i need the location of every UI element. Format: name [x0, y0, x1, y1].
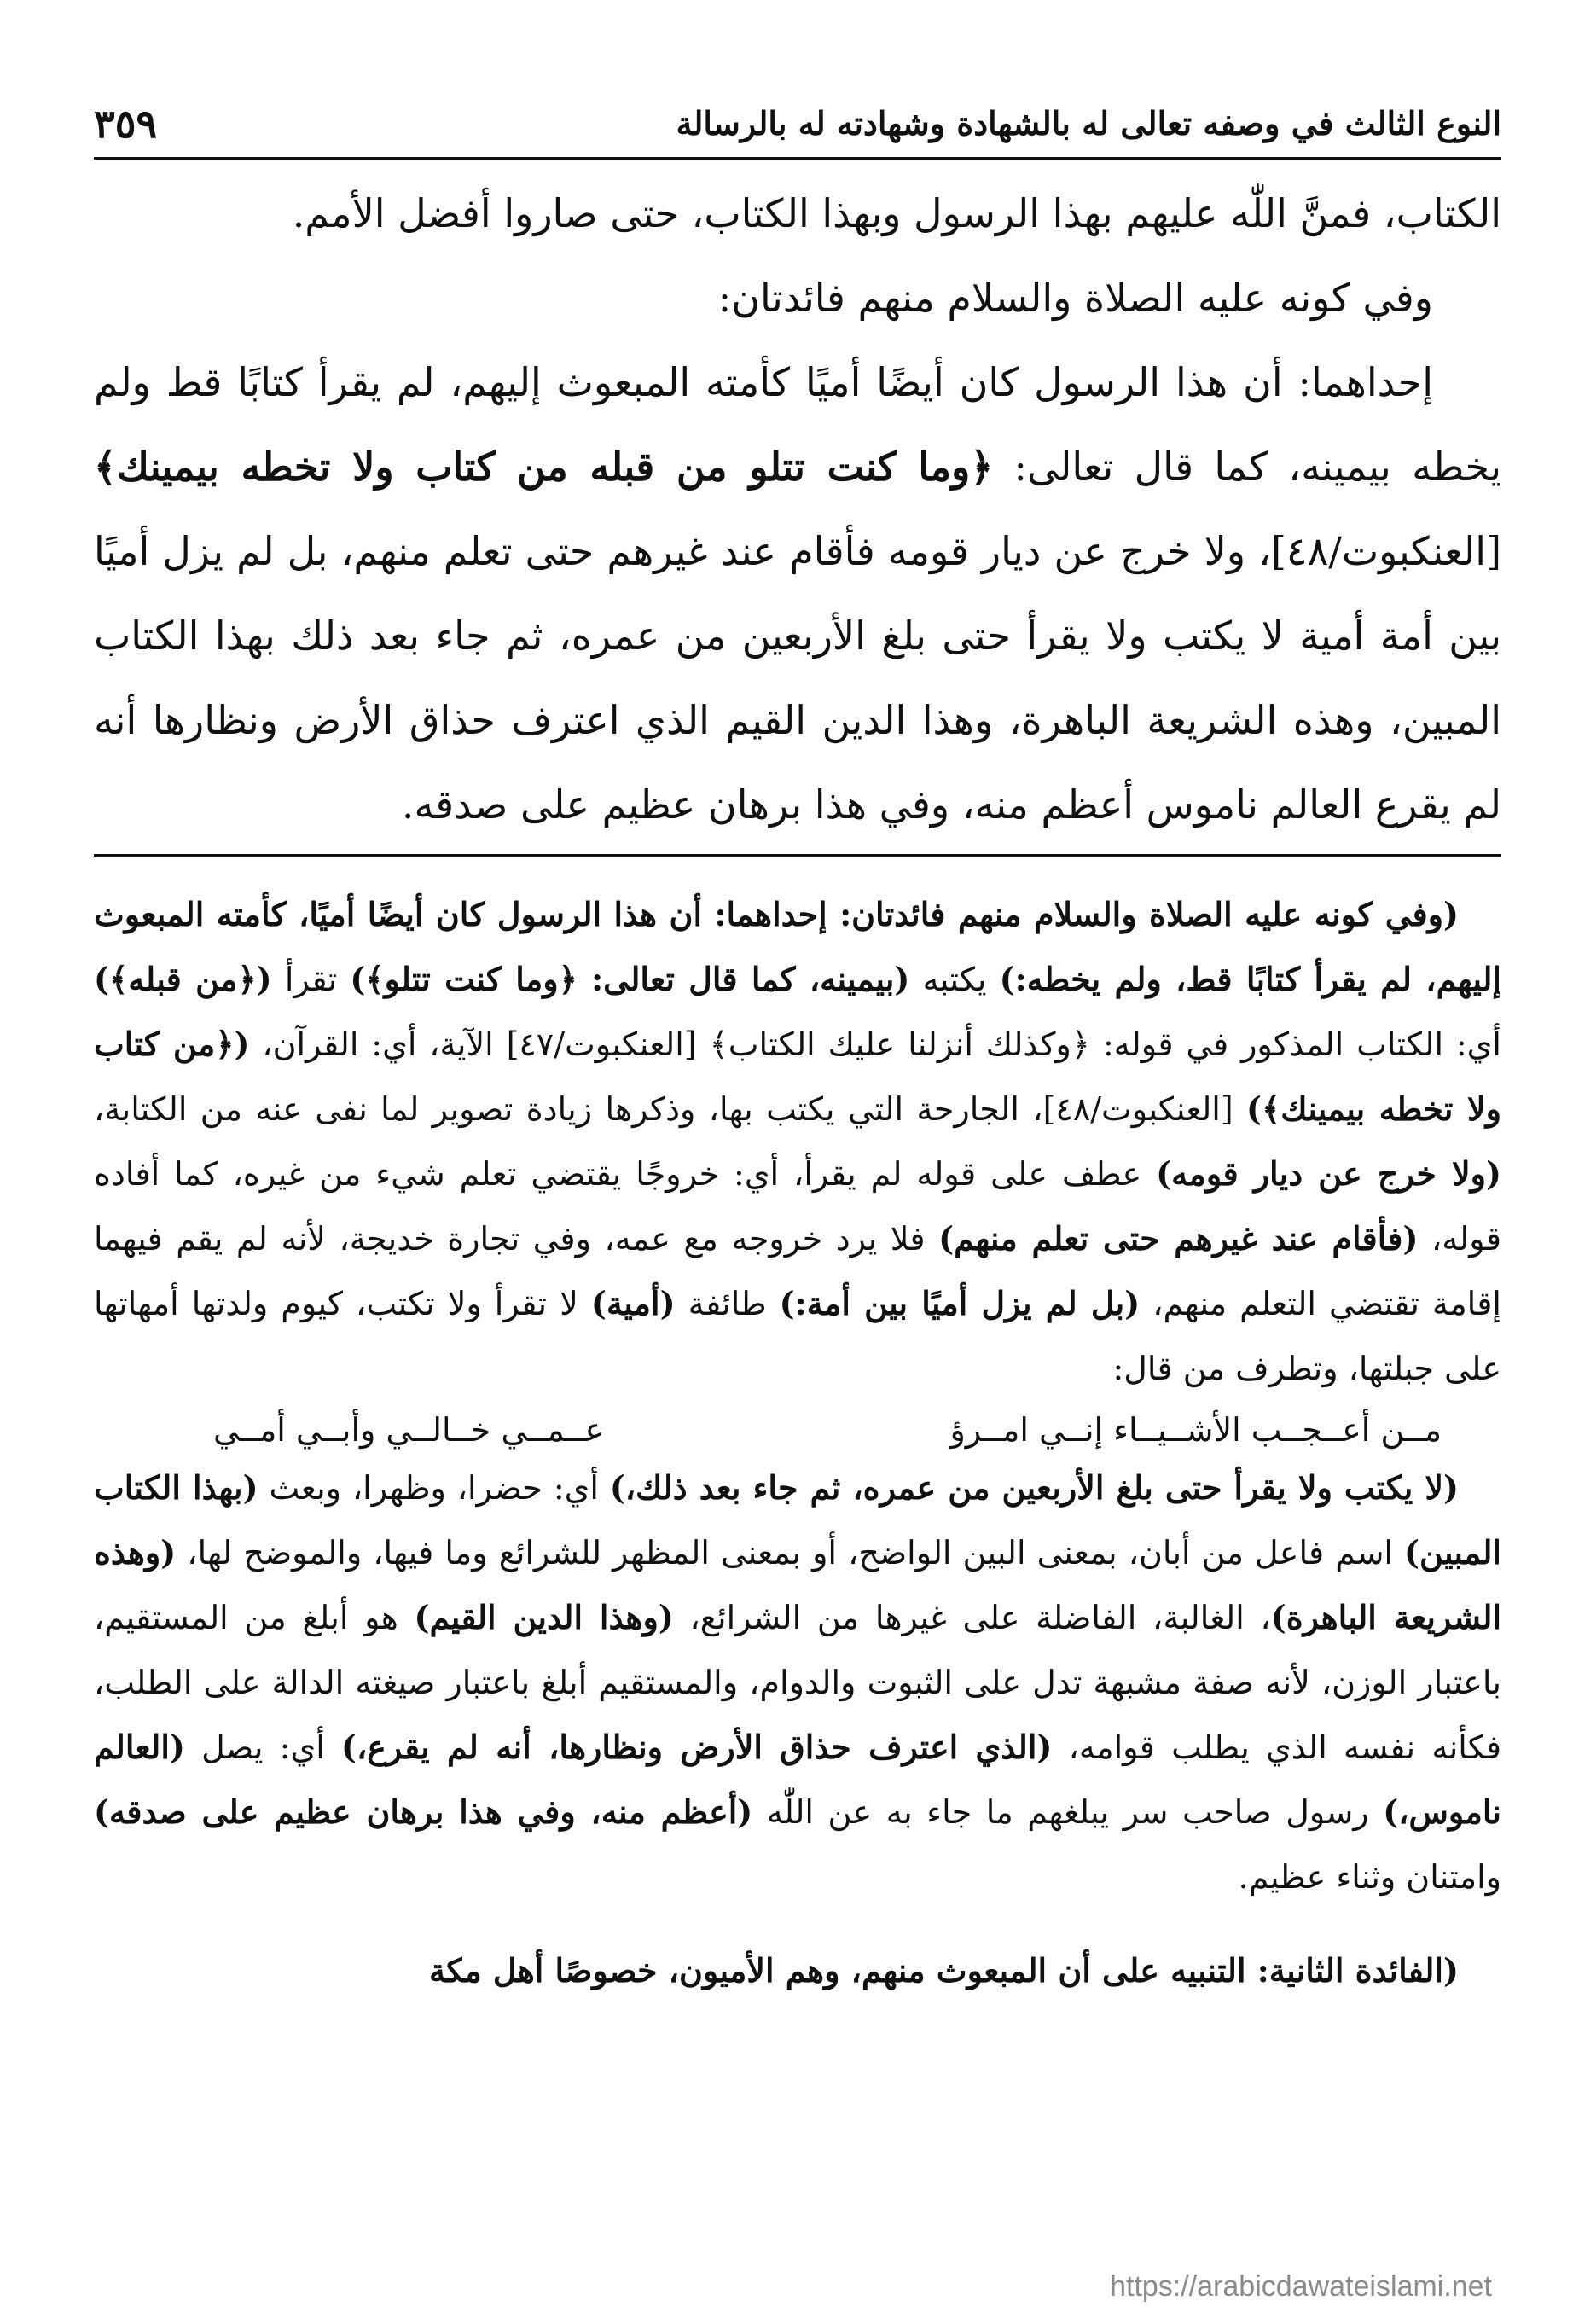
commentary-quote: (بهذا الكتاب المبين) — [94, 1468, 1501, 1572]
chapter-title: النوع الثالث في وصفه تعالى له بالشهادة وشهادته له بالرسالة — [676, 104, 1501, 142]
commentary-text: طائفة — [675, 1285, 780, 1322]
commentary-text: [العنكبوت/٤٨]، الجارحة التي يكتب بها، وذكرها زيادة تصوير لما نفى عنه من الكتابة، — [94, 1090, 1247, 1128]
commentary-text: فلا يرد خروجه مع عمه، وفي تجارة خديجة، لأنه لم يقم فيهما إقامة تقتضي التعلم منهم، — [94, 1220, 1501, 1322]
commentary-paragraph-3 — [94, 1938, 1501, 2003]
page-number: ٣٥٩ — [94, 101, 158, 147]
commentary-quote: (أمية) — [590, 1284, 676, 1322]
commentary-paragraph-2 — [94, 1455, 1501, 1909]
quran-verse: ﴿وما كنت تتلو من قبله من كتاب ولا تخطه بيمينك﴾ — [94, 444, 994, 490]
commentary-text: يكتبه — [909, 961, 1000, 998]
main-text-run: [العنكبوت/٤٨]، ولا خرج عن ديار قومه فأقام عند غيرهم حتى تعلم منهم، بل لم يزل أميًا بين أمة أمية لا يكتب ولا يقرأ حتى بلغ الأربعين من عمره، ثم جاء بعد ذلك بهذا الكتاب المبين، وهذه الشريعة الباهرة، وهذا الدين القيم الذي اعترف حذاق الأرض ونظارها أنه لم يقرع العالم ناموس أعظم منه، وفي هذا برهان عظيم على صدقه. — [94, 528, 1502, 828]
main-paragraph-1: الكتاب، فمنَّ اللّٰه عليهم بهذا الرسول وبهذا الكتاب، حتى صاروا أفضل الأمم. — [292, 190, 1501, 236]
verse-first-hemistich: مــن أعــجــب الأشــيــاء إنــي امــرؤ — [949, 1411, 1442, 1449]
commentary-text: أي: الكتاب المذكور في قوله: ﴿وكذلك أنزلنا عليك الكتاب﴾ [العنكبوت/٤٧] الآية، أي: القرآن، — [249, 1025, 1501, 1063]
main-text — [94, 171, 1501, 847]
section-divider — [94, 854, 1501, 857]
commentary-text: وامتنان وثناء عظيم. — [1238, 1858, 1501, 1896]
main-text-run: إحداهما: أن هذا الرسول كان أيضًا أميًا كأمته المبعوث إليهم، لم يقرأ كتابًا قط ولم يخطه بيمينه، كما قال تعالى: — [94, 359, 1502, 490]
commentary-quote: (﴿من قبله﴾) — [94, 960, 272, 998]
commentary-quote: (ولا خرج عن ديار قومه) — [1156, 1154, 1502, 1193]
commentary-quote: (فأقام عند غيرهم حتى تعلم منهم) — [938, 1219, 1419, 1258]
poetry-verse — [94, 1404, 1501, 1455]
commentary-quote: (أعظم منه، وفي هذا برهان عظيم على صدقه) — [94, 1792, 753, 1831]
commentary-quote: (﴿من كتاب ولا تخطه بيمينك﴾) — [94, 1025, 1501, 1128]
commentary-quote: (بل لم يزل أميًا بين أمة:) — [779, 1284, 1141, 1322]
page-content — [94, 102, 1501, 2003]
commentary-quote: (العالم ناموس،) — [94, 1728, 1502, 1831]
commentary-text: لا تقرأ ولا تكتب، كيوم ولدتها أمهاتها على جبلتها، وتطرف من قال: — [94, 1285, 1501, 1387]
commentary-text: ، الغالبة، الفاضلة على غيرها من الشرائع، — [673, 1599, 1271, 1636]
commentary-text: اسم فاعل من أبان، بمعنى البين الواضح، أو بمعنى المظهر للشرائع وما فيها، والموضح لها، — [176, 1534, 1405, 1572]
commentary-quote: (بيمينه، كما قال تعالى: ﴿وما كنت تتلو﴾) — [350, 960, 910, 998]
commentary-text: هو أبلغ من المستقيم، باعتبار الوزن، لأنه صفة مشبهة تدل على الثبوت والدوام، والمستقيم أبلغ باعتبار صيغته الدالة على الطلب، فكأنه نفسه الذي يطلب قوامه، — [94, 1599, 1501, 1766]
commentary-text: أي: حضرا، وظهرا، وبعث — [258, 1469, 610, 1507]
running-header — [94, 102, 1501, 160]
commentary-quote: (لا يكتب ولا يقرأ حتى بلغ الأربعين من عمره، ثم جاء بعد ذلك،) — [609, 1468, 1459, 1507]
watermark-url: https://arabicdawateislami.net — [1110, 2270, 1492, 2303]
verse-second-hemistich: عــمــي خــالــي وأبــي أمــي — [213, 1411, 605, 1449]
commentary-text: رسول صاحب سر يبلغهم ما جاء به عن اللّٰه — [752, 1793, 1384, 1831]
commentary — [94, 882, 1501, 2003]
commentary-text: عطف على قوله لم يقرأ، أي: خروجًا يقتضي تعلم شيء من غيره، كما أفاده قوله، — [94, 1155, 1501, 1258]
main-paragraph-2: وفي كونه عليه الصلاة والسلام منهم فائدتان: — [717, 275, 1433, 321]
commentary-quote: (وهذا الدين القيم) — [414, 1598, 674, 1636]
commentary-quote: (الفائدة الثانية: التنبيه على أن المبعوث منهم، وهم الأميون، خصوصًا أهل مكة — [428, 1951, 1459, 1990]
commentary-quote: (وفي كونه عليه الصلاة والسلام منهم فائدتان: إحداهما: أن هذا الرسول كان أيضًا أميًا، كأمته المبعوث إليهم، لم يقرأ كتابًا قط، ولم يخطه:) — [94, 895, 1501, 998]
commentary-quote: (الذي اعترف حذاق الأرض ونظارها، أنه لم يقرع،) — [340, 1728, 1053, 1766]
commentary-text: أي: يصل — [184, 1728, 341, 1766]
commentary-quote: (وهذه الشريعة الباهرة) — [94, 1533, 1502, 1636]
commentary-text: تقرأ — [271, 961, 351, 998]
commentary-paragraph-1 — [94, 882, 1501, 1401]
main-paragraph-3 — [94, 340, 1501, 847]
